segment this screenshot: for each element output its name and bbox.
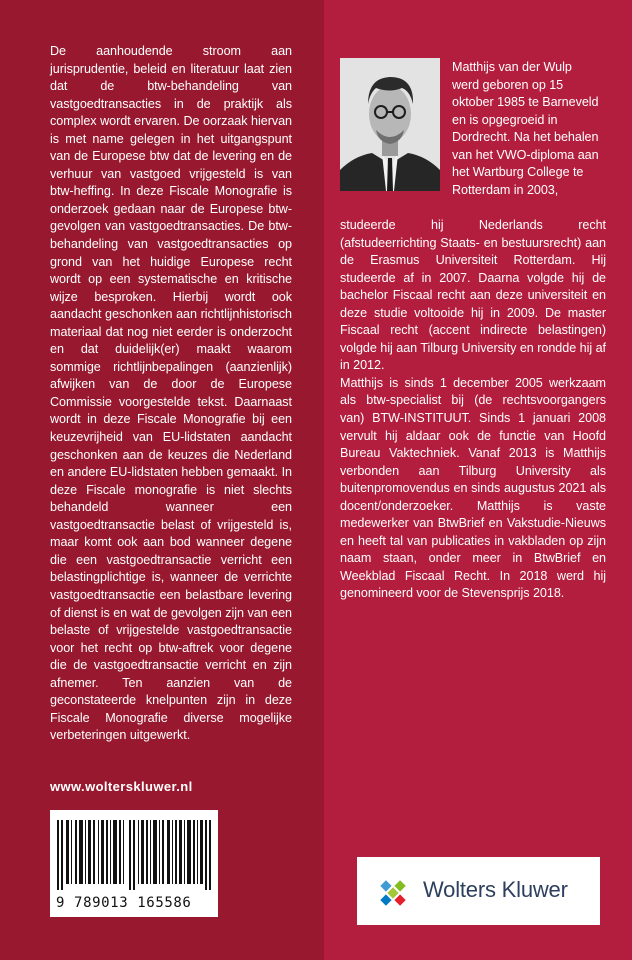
- portrait-photo: [340, 58, 440, 191]
- author-bio-intro-text: Matthijs van der Wulp werd geboren op 15 oktober 1985 te Barneveld en is opgegroeid in Dordrecht. Na het behalen van het VWO-diploma aan het Wartburg College te Rotterdam in 2003,: [452, 60, 599, 197]
- barcode: [50, 810, 218, 917]
- author-bio-intro: [452, 59, 600, 199]
- author-photo: [340, 58, 440, 191]
- wolters-kluwer-logo-icon: [377, 877, 409, 909]
- publisher-name: Wolters Kluwer: [423, 877, 568, 902]
- website-url: www.wolterskluwer.nl: [50, 779, 193, 794]
- author-bio-career: Matthijs is sinds 1 december 2005 werkzaam als btw-specialist bij (de rechtsvoorgangers van) BTW-INSTITUUT. Sinds 1 januari 2008 vervult hij aldaar ook de functie van Hoofd Bureau Vaktechniek. Vanaf 2013 is Matthijs verbonden aan Tilburg University als buitenpromovendus en sinds augustus 2021 als docent/onderzoeker. Matthijs is vaste medewerker van BtwBrief en Vakstudie-Nieuws en heeft tal van publicaties in vakbladen op zijn naam staan, onder meer in BtwBrief en Weekblad Fiscaal Recht. In 2018 werd hij genomineerd voor de Stevensprijs 2018.: [340, 375, 606, 601]
- author-bio-main: [340, 217, 606, 603]
- author-bio-continuation: studeerde hij Nederlands recht (afstudeerrichting Staats- en bestuursrecht) aan de Erasmus Universiteit Rotterdam. Hij studeerde af in 2007. Daarna volgde hij de bachelor Fiscaal recht aan deze universiteit en deze studie voltooide hij in 2009. De master Fiscaal recht (accent indirecte belastingen) volgde hij aan Tilburg University en rondde hij af in 2012.: [340, 218, 606, 373]
- barcode-bars: [57, 820, 211, 890]
- blurb-paragraph: De aanhoudende stroom aan jurisprudentie, beleid en literatuur laat zien dat de btw-behandeling van vastgoedtransacties in de praktijk als complex wordt ervaren. De oorzaak hiervan is met name gelegen in het uitgangspunt van de Europese btw dat de levering en de verhuur van vastgoed vrijgesteld is van btw-heffing. In deze Fiscale Monografie is onderzoek gedaan naar de Europese btw-gevolgen van vastgoedtransacties. De btw-behandeling van vastgoedtransacties op grond van het huidige Europese recht wordt op een systematische en kritische wijze besproken. Hierbij wordt ook aandacht geschonken aan richtlijnhistorisch materiaal dat nog niet eerder is onderzocht en dat duidelijk(er) maakt waarom sommige richtlijnbepalingen (aanzienlijk) afwijken van de door de Europese Commissie voorgestelde tekst. Daarnaast wordt in deze Fiscale Monografie bij een keuzevrijheid van EU-lidstaten aandacht geschonken aan de keuzes die Nederland en andere EU-lidstaten hebben gemaakt. In deze Fiscale monografie is niet slechts behandeld wanneer een vastgoedtransactie belast of vrijgesteld is, maar komt ook aan bod wanneer degene die een vastgoedtransactie verricht een belastingplichtige is, wanneer de verrichte vastgoedtransactie een belastbare levering of dienst is en wat de gevolgen zijn van een belaste of vrijgestelde vastgoedtransactie voor het recht op btw-aftrek voor degene die de vastgoedtransactie verricht en zijn afnemer. Ten aanzien van de geconstateerde knelpunten zijn in deze Fiscale Monografie diverse mogelijke verbeteringen uitgewerkt.: [50, 44, 292, 743]
- blurb-text: [50, 43, 292, 745]
- publisher-logo: [357, 857, 600, 925]
- barcode-number: 9 789013 165586: [56, 895, 192, 911]
